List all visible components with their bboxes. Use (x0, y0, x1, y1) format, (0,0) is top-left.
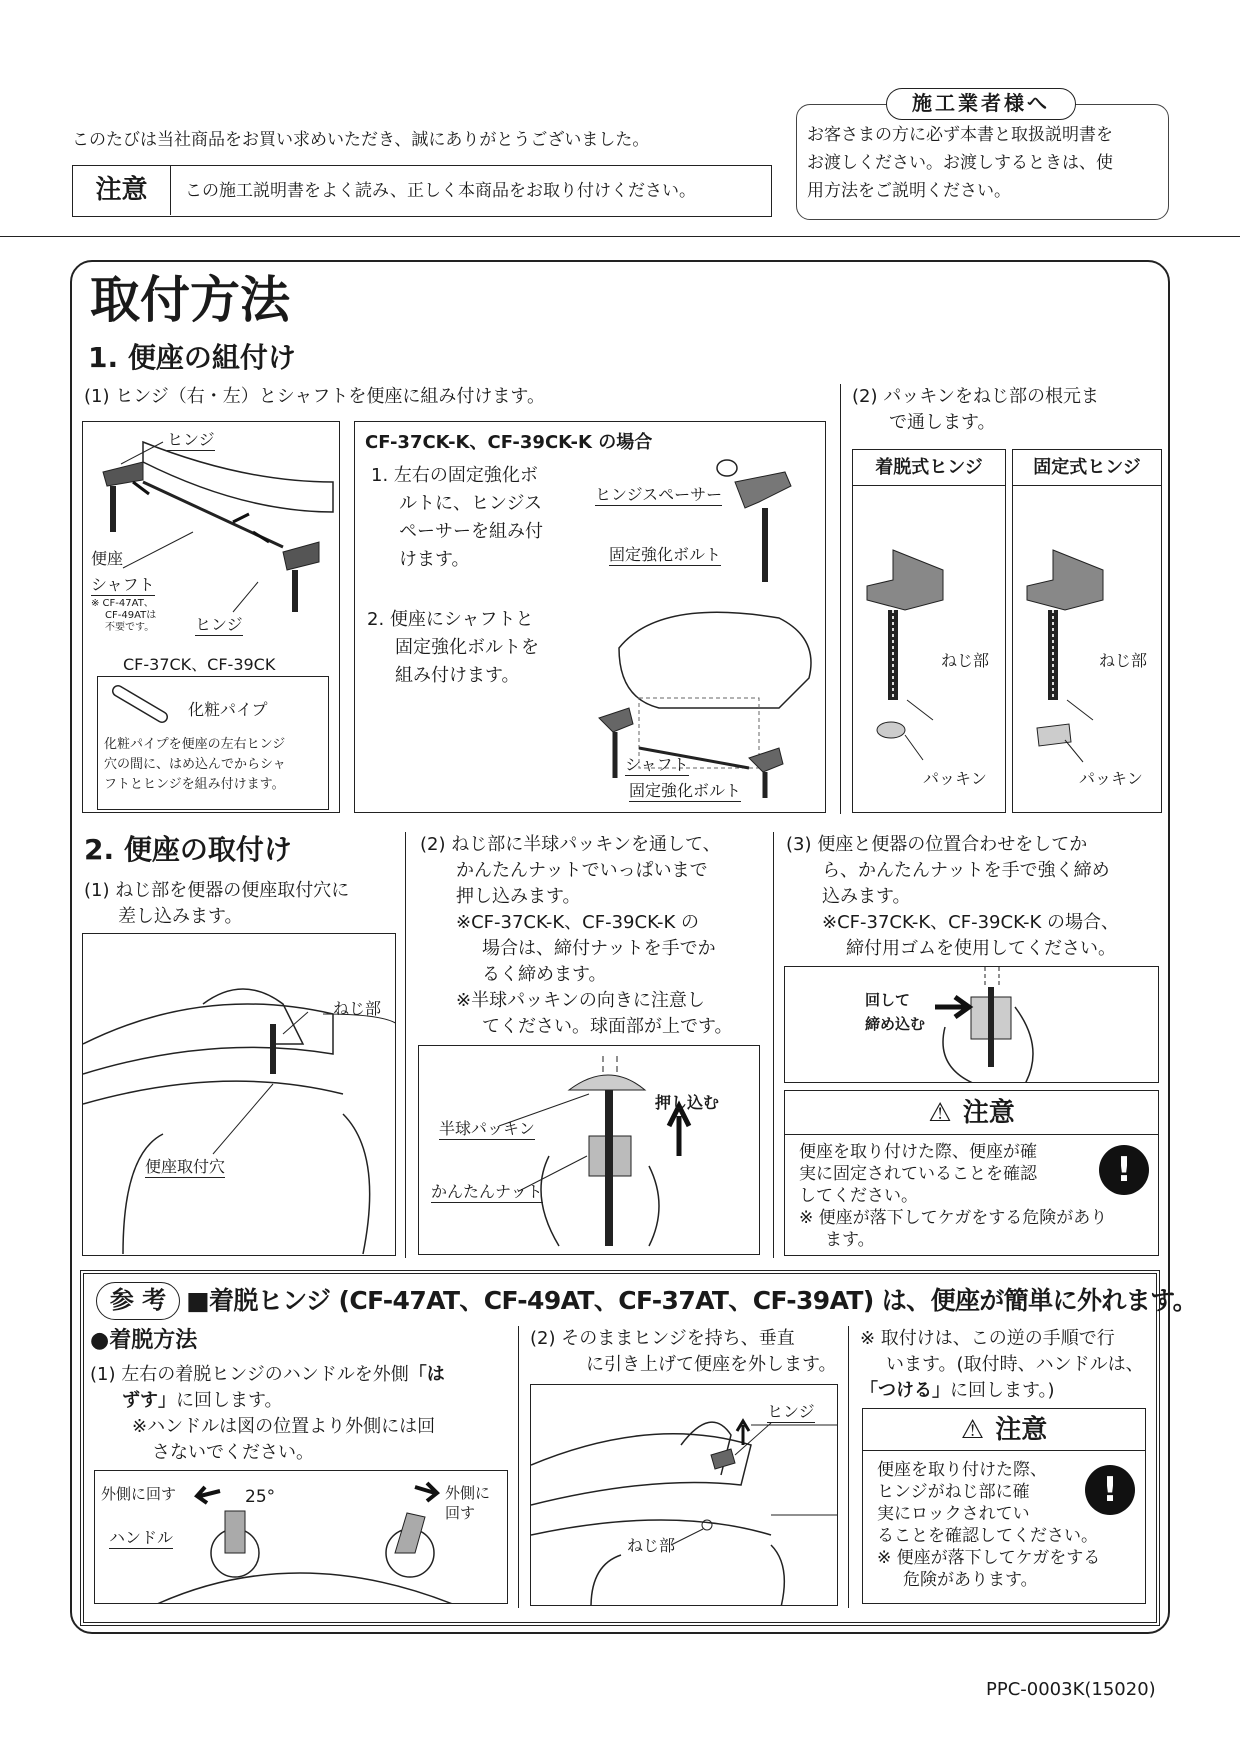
notice-label: 注意 (73, 166, 171, 215)
decor-pipe-box (97, 676, 329, 810)
caution-box-1 (784, 1090, 1159, 1256)
fig2-screw-label: ねじ部 (333, 999, 382, 1018)
ref-divider-2 (848, 1326, 849, 1608)
fig3-nut-label: かんたんナット (431, 1179, 543, 1203)
method-heading: ●着脱方法 (90, 1328, 198, 1353)
warning-triangle-icon: ⚠ (960, 1415, 985, 1445)
exclamation-icon: ! (1099, 1145, 1149, 1195)
section2-step3: (3) 便座と便器の位置合わせをしてか ら、かんたんナットを手で強く締め 込みます。 ※CF-37CK-K、CF-39CK-K の場合、 締付用ゴムを使用してください。 (786, 834, 1120, 959)
notice-text: この施工説明書をよく読み、正しく本商品をお取り付けください。 (185, 181, 697, 201)
fig3-push-label: 押し込む (655, 1093, 720, 1112)
decor-pipe-icon (112, 685, 172, 725)
reference-badge: 参 考 (96, 1282, 180, 1320)
section2-heading: 2. 便座の取付け (84, 833, 292, 866)
ck-item1: 1. 左右の固定強化ボ ルトに、ヒンジス ペーサーを組み付 けます。 (371, 465, 543, 570)
fig1-model-label: CF-37CK、CF-39CK (123, 655, 276, 674)
installer-title: 施工業者様へ (886, 88, 1076, 120)
section1-step2-line2: で通します。 (889, 412, 996, 433)
fig3-packing-label: 半球パッキン (439, 1116, 535, 1140)
installer-box (796, 104, 1169, 220)
section2-divider-2 (773, 832, 774, 1258)
fig1-shaft-label: シャフト (91, 572, 155, 596)
ref-step2: (2) そのままヒンジを持ち、垂直 に引き上げて便座を外します。 (530, 1328, 837, 1375)
installer-line-2: お渡しください。お渡しするときは、使 (807, 153, 1113, 173)
caution1-header (785, 1091, 1158, 1135)
thanks-text: このたびは当社商品をお買い求めいただき、誠にありがとうございました。 (72, 130, 650, 150)
warning-triangle-icon: ⚠ (928, 1098, 952, 1128)
handle-outer-right-label: 外側に 回す (445, 1484, 491, 1522)
screw-insert-illustration (83, 934, 396, 1256)
handle-figure (94, 1470, 508, 1604)
decor-pipe-label: 化粧パイプ (188, 700, 268, 719)
fig1-note: ※ CF-47AT、 CF-49ATは 不要です。 (91, 598, 157, 633)
section1-heading: 1. 便座の組付け (88, 341, 296, 374)
fig1-seat-label: 便座 (91, 549, 124, 568)
removable-hinge-figure (852, 449, 1006, 813)
caution2-title: 注意 (995, 1415, 1048, 1445)
fig1-hinge-bottom-label: ヒンジ (195, 612, 243, 636)
doc-code: PPC-0003K(15020) (986, 1679, 1156, 1700)
fig2-hole-label: 便座取付穴 (145, 1154, 225, 1178)
screw-insert-figure (82, 933, 396, 1256)
lift-hinge-label: ヒンジ (767, 1399, 815, 1423)
ck-box-title: CF-37CK-K、CF-39CK-K の場合 (365, 432, 653, 453)
section1-step2-line1: (2) パッキンをねじ部の根元ま (852, 386, 1100, 407)
section1-step1: (1) ヒンジ（右・左）とシャフトを便座に組み付けます。 (84, 386, 545, 407)
hinge-shaft-figure (82, 421, 340, 813)
fixed-hinge-screw-label: ねじ部 (1099, 651, 1148, 670)
ck-shaft-label: シャフト (625, 752, 689, 776)
packing-nut-illustration (419, 1046, 760, 1255)
lift-screw-label: ねじ部 (627, 1536, 676, 1555)
caution1-body: 便座を取り付けた際、便座が確 実に固定されていることを確認 してください。 ※ 便座が落下してケガをする危険があり ます。 (799, 1142, 1108, 1250)
exclamation-icon: ! (1085, 1465, 1135, 1515)
section2-step1: (1) ねじ部を便器の便座取付穴に 差し込みます。 (84, 880, 350, 927)
installer-line-3: 用方法をご説明ください。 (807, 181, 1011, 201)
removable-hinge-title: 着脱式ヒンジ (853, 450, 1005, 486)
ck-item2: 2. 便座にシャフトと 固定強化ボルトを 組み付けます。 (367, 609, 539, 686)
caution-box-2 (862, 1408, 1146, 1604)
notice-box (72, 165, 772, 217)
page-title: 取付方法 (90, 271, 290, 329)
ck-spacer-illustration (705, 452, 825, 622)
ref-divider-1 (518, 1326, 519, 1608)
header-divider (0, 236, 1240, 237)
tighten-nut-figure (784, 966, 1159, 1083)
removable-hinge-packing-label: パッキン (923, 769, 987, 788)
caution2-header (863, 1409, 1145, 1451)
caution2-body: 便座を取り付けた際、 ヒンジがねじ部に確 実にロックされてい ることを確認してください。 ※ 便座が落下してケガをする 危険があります。 (877, 1460, 1101, 1590)
ck-instruction-box (354, 421, 826, 813)
handle-outer-left-label: 外側に回す (101, 1485, 177, 1503)
caution1-title: 注意 (962, 1098, 1015, 1128)
decor-pipe-desc: 化粧パイプを便座の左右ヒンジ 穴の間に、はめ込んでからシャ フトとヒンジを組み付けます。 (104, 737, 286, 792)
removable-hinge-screw-label: ねじ部 (941, 651, 990, 670)
fig1-hinge-top-label: ヒンジ (167, 427, 215, 451)
section2-step2: (2) ねじ部に半球パッキンを通して、 かんたんナットでいっぱいまで 押し込みます。 ※CF-37CK-K、CF-39CK-K の 場合は、締付ナットを手でか るく締めます。 ※半球パッキンの向きに注意し てください。球面部が上です。 (420, 834, 733, 1037)
fixed-hinge-figure (1012, 449, 1162, 813)
handle-angle-label: 25° (245, 1487, 276, 1507)
reference-title: ■着脱ヒンジ (CF-47AT、CF-49AT、CF-37AT、CF-39AT) は、便座が簡単に外れます。 (186, 1286, 1197, 1315)
fig4-tighten-label: 締め込む (865, 1015, 926, 1033)
section1-divider (840, 384, 841, 814)
fixed-hinge-packing-label: パッキン (1079, 769, 1143, 788)
fig4-turn-label: 回して (865, 991, 911, 1009)
installer-line-1: お客さまの方に必ず本書と取扱説明書を (807, 125, 1113, 145)
ck-bolt2-label: 固定強化ボルト (629, 778, 741, 802)
section2-divider-1 (405, 832, 406, 1258)
ref-reverse-note: ※ 取付けは、この逆の手順で行 います。(取付時、ハンドルは、 「つける」に回します。) (860, 1328, 1144, 1401)
ref-step1: (1) 左右の着脱ヒンジのハンドルを外側「は ずす」に回します。 ※ハンドルは図の位置より外側には回 さないでください。 (90, 1364, 445, 1463)
handle-label: ハンドル (109, 1525, 173, 1549)
tighten-nut-illustration (785, 967, 1159, 1083)
ck-bolt1-label: 固定強化ボルト (609, 542, 721, 566)
packing-nut-figure (418, 1045, 760, 1255)
lift-seat-figure (530, 1384, 838, 1606)
fixed-hinge-title: 固定式ヒンジ (1013, 450, 1161, 486)
ck-spacer-label: ヒンジスペーサー (595, 482, 722, 506)
